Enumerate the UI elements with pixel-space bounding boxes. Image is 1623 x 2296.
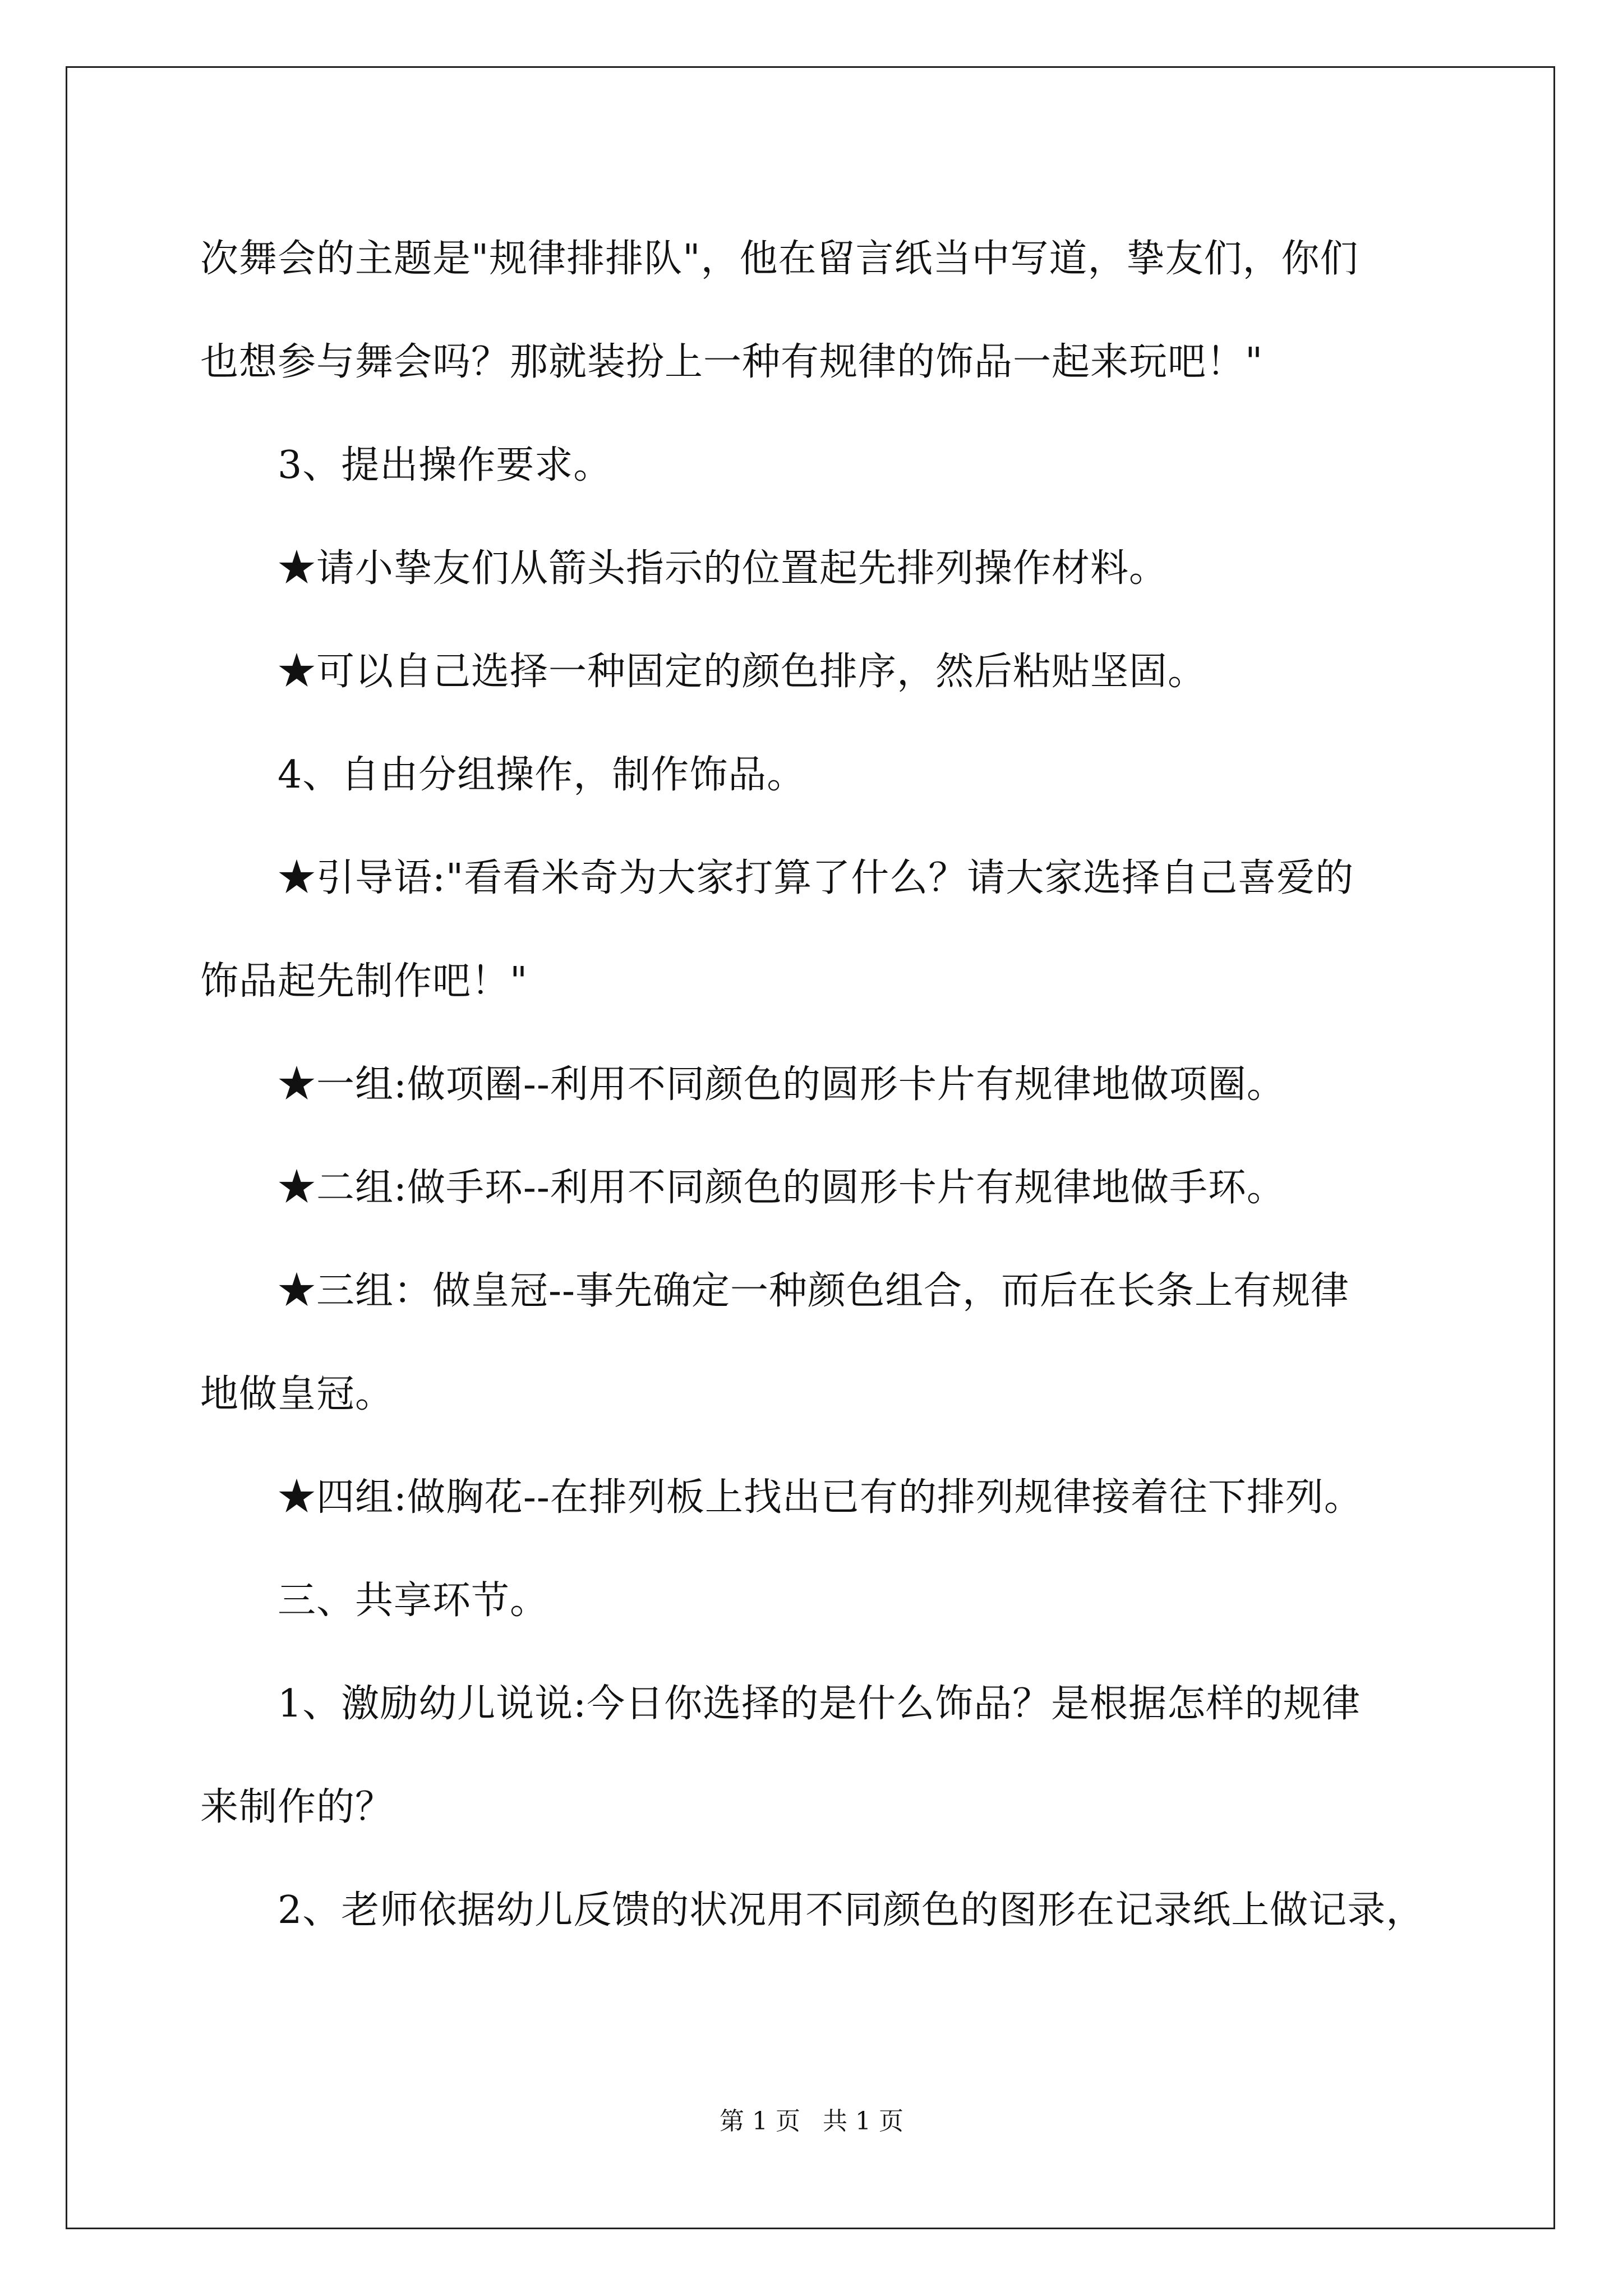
text-line: 3、提出操作要求。 <box>278 443 612 487</box>
text-line: 也想参与舞会吗？那就装扮上一种有规律的饰品一起来玩吧！" <box>200 340 1264 384</box>
text-line: 三、共享环节。 <box>278 1579 549 1623</box>
text-line: 饰品起先制作吧！" <box>200 959 528 1004</box>
text-line: ★可以自己选择一种固定的颜色排序，然后粘贴坚固。 <box>278 650 1207 694</box>
text-line: ★请小挚友们从箭头指示的位置起先排列操作材料。 <box>278 546 1168 591</box>
text-line: 地做皇冠。 <box>200 1372 394 1416</box>
text-line: ★引导语:"看看米奇为大家打算了什么？请大家选择自己喜爱的 <box>278 856 1354 900</box>
text-line: ★二组:做手环--利用不同颜色的圆形卡片有规律地做手环。 <box>278 1166 1285 1210</box>
page-footer <box>0 2101 1623 2137</box>
page-total: 共 1 页 <box>823 2107 903 2136</box>
text-line: 来制作的？ <box>200 1785 394 1829</box>
text-line: 1、激励幼儿说说:今日你选择的是什么饰品？是根据怎样的规律 <box>278 1682 1361 1726</box>
document-body <box>200 208 1434 1962</box>
text-line: 次舞会的主题是"规律排排队"，他在留言纸当中写道，挚友们，你们 <box>200 237 1359 281</box>
text-line: ★一组:做项圈--利用不同颜色的圆形卡片有规律地做项圈。 <box>278 1062 1285 1107</box>
text-line: ★四组:做胸花--在排列板上找出已有的排列规律接着往下排列。 <box>278 1475 1363 1520</box>
text-line: ★三组：做皇冠--事先确定一种颜色组合，而后在长条上有规律 <box>278 1269 1349 1313</box>
page-number: 第 1 页 <box>720 2107 800 2136</box>
text-line: 2、老师依据幼儿反馈的状况用不同颜色的图形在记录纸上做记录， <box>278 1888 1425 1932</box>
text-line: 4、自由分组操作，制作饰品。 <box>278 753 806 797</box>
